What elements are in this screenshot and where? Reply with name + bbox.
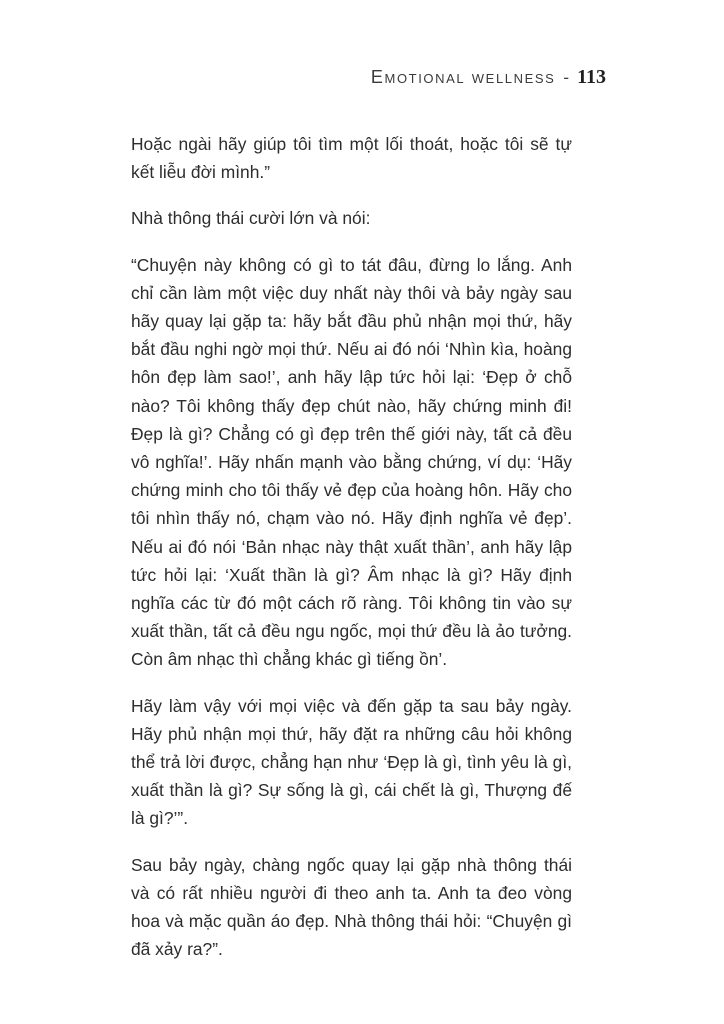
paragraph: “Chuyện này không có gì to tát đâu, đừng lo lắng. Anh chỉ cần làm một việc duy nhất này thôi và bảy ngày sau hãy quay lại gặp ta: hãy bắt đầu phủ nhận mọi thứ, hãy bắt đầu nghi ngờ mọi thứ. Nếu ai đó nói ‘Nhìn kìa, hoàng hôn đẹp làm sao!’, anh hãy lập tức hỏi lại: ‘Đẹp ở chỗ nào? Tôi không thấy đẹp chút nào, hãy chứng minh đi! Đẹp là gì? Chẳng có gì đẹp trên thế giới này, tất cả đều vô nghĩa!’. Hãy nhấn mạnh vào bằng chứng, ví dụ: ‘Hãy chứng minh cho tôi thấy vẻ đẹp của hoàng hôn. Hãy cho tôi nhìn thấy nó, chạm vào nó. Hãy định nghĩa vẻ đẹp’. Nếu ai đó nói ‘Bản nhạc này thật xuất thần’, anh hãy lập tức hỏi lại: ‘Xuất thần là gì? Âm nhạc là gì? Hãy định nghĩa các từ đó một cách rõ ràng. Tôi không tin vào sự xuất thần, tất cả đều ngu ngốc, mọi thứ đều là ảo tưởng. Còn âm nhạc thì chẳng khác gì tiếng ồn’. [131,254,572,670]
paragraph: Sau bảy ngày, chàng ngốc quay lại gặp nhà thông thái và có rất nhiều người đi theo anh ta. Anh ta đeo vòng hoa và mặc quần áo đẹp. Nhà thông thái hỏi: “Chuyện gì đã xảy ra?”. [131,854,572,960]
header-title: Emotional wellness [370,67,556,87]
header-separator: - [563,68,570,87]
body-text [131,130,572,981]
paragraph: Nhà thông thái cười lớn và nói: [131,208,371,229]
running-header [371,66,606,89]
paragraph: Hoặc ngài hãy giúp tôi tìm một lối thoát, hoặc tôi sẽ tự kết liễu đời mình.” [131,134,572,183]
page-number: 113 [577,66,606,88]
paragraph: Hãy làm vậy với mọi việc và đến gặp ta sau bảy ngày. Hãy phủ nhận mọi thứ, hãy đặt ra những câu hỏi không thể trả lời được, chẳng hạn như ‘Đẹp là gì, tình yêu là gì, xuất thần là gì? Sự sống là gì, cái chết là gì, Thượng đế là gì?’”. [131,695,572,829]
